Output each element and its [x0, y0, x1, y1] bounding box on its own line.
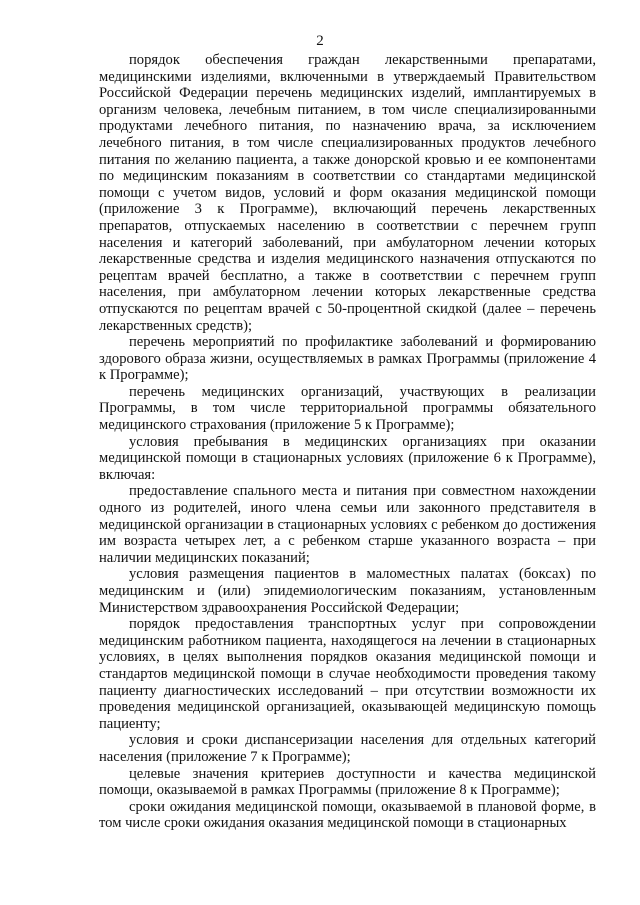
document-body [99, 52, 596, 832]
paragraph-prevention-measures: перечень мероприятий по профилактике заболеваний и формированию здорового образа жизни, осуществляемых в рамках Программы (приложение 4 к Программе); [99, 334, 596, 384]
paragraph-medicines-provision: порядок обеспечения граждан лекарственными препаратами, медицинскими изделиями, включенными в утверждаемый Правительством Российской Федерации перечень медицинских изделий, имплантируемых в организм человека, лечебным питанием, в том числе специализированными продуктами лечебного питания, по назначению врача, за исключением лечебного питания, в том числе специализированных продуктов лечебного питания по желанию пациента, а также донорской кровью и ее компонентами по медицинским показаниям в соответствии со стандартами медицинской помощи с учетом видов, условий и форм оказания медицинской помощи (приложение 3 к Программе), включающий перечень лекарственных препаратов, отпускаемых населению в соответствии с перечнем групп населения и категорий заболеваний, при амбулаторном лечении которых лекарственные средства и изделия медицинского назначения отпускаются по рецептам врачей бесплатно, а также в соответствии с перечнем групп населения, при амбулаторном лечении которых лекарственные средства отпускаются по рецептам врачей с 50-процентной скидкой (далее – перечень лекарственных средств); [99, 52, 596, 334]
page-number: 2 [316, 33, 324, 49]
paragraph-quality-criteria: целевые значения критериев доступности и качества медицинской помощи, оказываемой в рамках Программы (приложение 8 к Программе); [99, 765, 596, 799]
paragraph-medical-organizations-list: перечень медицинских организаций, участвующих в реализации Программы, в том числе территориальной программы обязательного медицинского страхования (приложение 5 к Программе); [99, 383, 596, 434]
paragraph-waiting-times: сроки ожидания медицинской помощи, оказываемой в плановой форме, в том числе сроки ожидания оказания медицинской помощи в стационарных [99, 798, 596, 832]
paragraph-transport-services: порядок предоставления транспортных услуг при сопровождении медицинским работником пациента, находящегося на лечении в стационарных условиях, в целях выполнения порядков оказания медицинской помощи и стандартов медицинской помощи в случае необходимости проведения такому пациенту диагностических исследований – при отсутствии возможности их проведения медицинской организацией, оказывающей медицинскую помощь пациенту; [99, 616, 596, 732]
paragraph-small-wards: условия размещения пациентов в маломестных палатах (боксах) по медицинским и (или) эпидемиологическим показаниям, установленным Министерством здравоохранения Российской Федерации; [99, 566, 596, 616]
paragraph-dispensarization: условия и сроки диспансеризации населения для отдельных категорий населения (приложение 7 к Программе); [99, 732, 596, 765]
paragraph-parent-accommodation: предоставление спального места и питания при совместном нахождении одного из родителей, иного члена семьи или законного представителя в медицинской организации в стационарных условиях с ребенком до достижения им возраста четырех лет, а с ребенком старше указанного возраста – при наличии медицинских показаний; [99, 483, 596, 566]
paragraph-inpatient-conditions: условия пребывания в медицинских организациях при оказании медицинской помощи в стационарных условиях (приложение 6 к Программе), включая: [99, 433, 596, 483]
